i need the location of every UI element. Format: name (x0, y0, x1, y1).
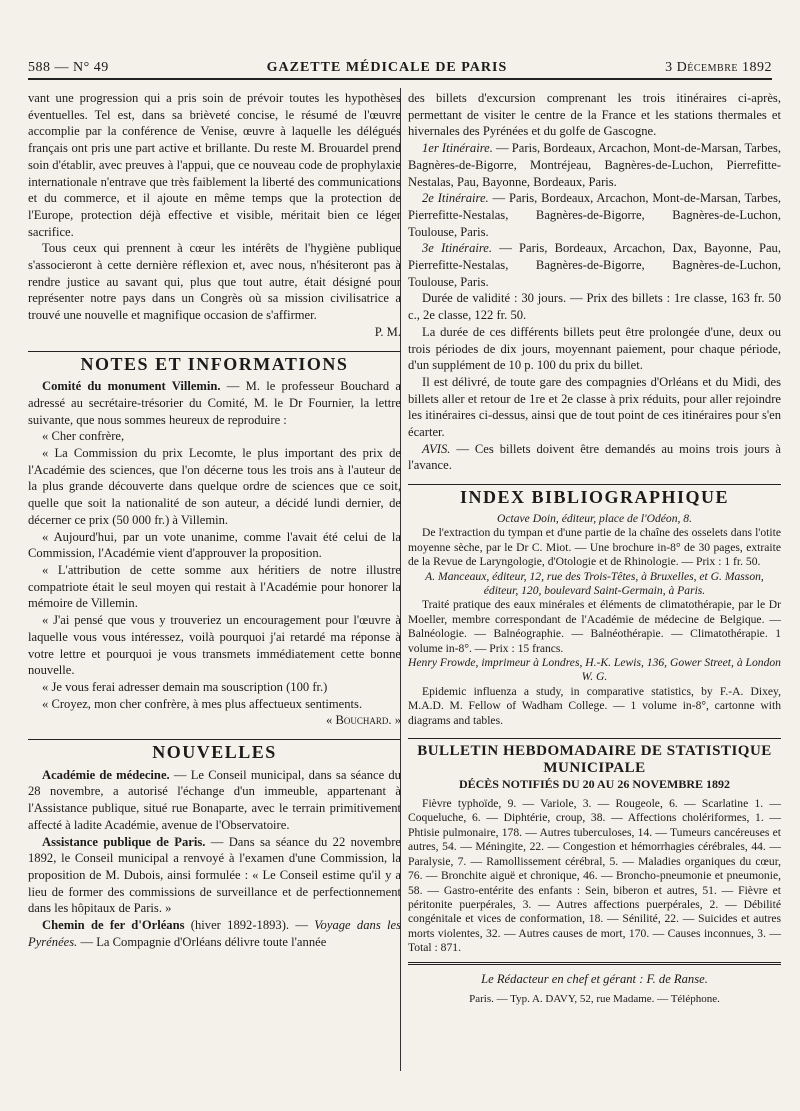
mortality-statistics: Fièvre typhoïde, 9. — Variole, 3. — Rougeole, 6. — Scarlatine 1. — Coqueluche, 6. — Diphtérie, croup, 38. — Affections cholériformes, 1. — Phtisie pulmonaire, 178. — Autres tuberculoses, 14. — Tumeurs cancéreuses et autres, 54. — Méningite, 22. — Congestion et hémorrhagies cérébrales, 44. — Paralysie, 7. — Ramollissement cérébral, 5. — Maladies organiques du cœur, 76. — Bronchite aiguë et chronique, 46. — Broncho-pneumonie et pneumonie, 58. — Gastro-entérite des enfants : Sein, biberon et autres, 51. — Fièvre et péritonite puerpérales, 3. — Autres affections puerpérales, 2. — Débilité congénitale et vices de conformation, 18. — Sénilité, 22. — Suicides et autres morts violentes, 32. — Autres causes de mort, 170. — Causes inconnues, 3. — Total : 871. (408, 797, 781, 955)
printer-imprint: Paris. — Typ. A. DAVY, 52, rue Madame. — Téléphone. (469, 993, 720, 1006)
chemin-heading: Chemin de fer d'Orléans (42, 918, 185, 933)
academie-text: — Le Conseil municipal, dans sa séance du 28 novembre, a autorisé l'échange d'un immeuble, appartenant à l'Assistance publique, situé rue Bonaparte, avec le terrain primitivement affecté à ladite Académie, avenue de l'Observatoire. (28, 767, 401, 832)
bulletin-title: BULLETIN HEBDOMADAIRE DE STATISTIQUE MUNICIPALE (417, 742, 772, 776)
prolongation-text: La durée de ces différents billets peut être prolongée d'une, deux ou trois périodes de dix jours, moyennant paiement, pour chaque période, d'un supplément de 10 p. 100 du prix du billet. (408, 324, 781, 373)
nouvelles-section-title: NOUVELLES (152, 742, 277, 763)
section-rule (408, 484, 781, 485)
editor-line: Le Rédacteur en chef et gérant : F. de Ranse. (481, 971, 708, 986)
bibliography-entry: De l'extraction du tympan et d'une partie de la chaîne des osselets dans l'otite moyenne sèche, par le Dr C. Miot. — Une brochure in-8° de 30 pages, extraite de la Revue de Laryngologie, d'Otologie et de Rhinologie. — Prix : 1 fr. 50. (408, 526, 781, 569)
itinerary-3-label: 3e Itinéraire. (422, 241, 493, 256)
section-rule (408, 738, 781, 739)
letter-signature: « Bouchard. » (326, 713, 401, 728)
letter-paragraph: « Cher confrère, (42, 429, 125, 444)
deaths-heading: DÉCÈS NOTIFIÉS DU 20 AU 26 NOVEMBRE 1892 (458, 777, 731, 792)
publisher-manceaux: A. Manceaux, éditeur, 12, rue des Trois-Têtes, à Bruxelles, et G. Masson, éditeur, 120, boulevard Saint-Germain, à Paris. (425, 569, 764, 597)
letter-paragraph: « Aujourd'hui, par un vote unanime, comme l'avait été celui de la Commission, l'Académie vient d'approuver la proposition. (28, 529, 401, 561)
right-column (408, 90, 781, 1008)
header-rule (28, 78, 772, 80)
article-signature: P. M. (374, 324, 401, 339)
chemin-text-end: — La Compagnie d'Orléans délivre toute l'année (77, 934, 327, 949)
left-column (28, 90, 401, 950)
publisher-frowde: Henry Frowde, imprimeur à Londres, H.-K. Lewis, 136, Gower Street, à London W. G. (408, 655, 781, 684)
chemin-text: (hiver 1892-1893). — (184, 918, 315, 933)
section-rule (28, 351, 401, 352)
bibliography-entry: Epidemic influenza a study, in comparative statistics, by F.-A. Dixey, M.A.D. M. Fellow of Wadham College. — 1 volume in-8°, cartonne with diagrams and tables. (408, 684, 781, 727)
page-header (28, 52, 772, 76)
letter-paragraph: « J'ai pensé que vous y trouveriez un encouragement pour l'œuvre à laquelle vous vous intéressez, voilà pourquoi j'ai retardé ma réponse à votre lettre et pourquoi je vous transmets immédiatement cette bonne nouvelle. (28, 613, 401, 678)
itinerary-2-text: — Paris, Bordeaux, Arcachon, Mont-de-Marsan, Tarbes, Pierrefitte-Nestalas, Bagnères-de-Bigorre, Bagnères-de-Luchon, Toulouse, Paris. (408, 191, 781, 239)
letter-paragraph: « Je vous ferai adresser demain ma souscription (100 fr.) (42, 679, 328, 694)
validity-text: Durée de validité : 30 jours. — Prix des billets : 1re classe, 163 fr. 50 c., 2e classe, 122 fr. 50. (408, 291, 781, 323)
journal-title: GAZETTE MÉDICALE DE PARIS (266, 60, 508, 75)
index-section-title: INDEX BIBLIOGRAPHIQUE (459, 487, 730, 508)
villemin-intro: — M. le professeur Bouchard a adressé au secrétaire-trésorier du Comité, M. le Dr Fournier, la lettre suivante, que nous sommes heureux de reproduire : (28, 379, 401, 427)
page-number: 588 — N° 49 (28, 60, 109, 75)
itinerary-2-label: 2e Itinéraire. (422, 191, 489, 206)
villemin-heading: Comité du monument Villemin. (42, 379, 221, 394)
itinerary-1-label: 1er Itinéraire. (422, 141, 493, 156)
publisher-doin: Octave Doin, éditeur, place de l'Odéon, 8. (496, 511, 692, 525)
letter-paragraph: « La Commission du prix Lecomte, le plus important des prix de l'Académie des sciences, que l'on décerne tous les trois ans à l'auteur de la plus grande découverte dans quelque ordre de sciences que ce soit, quelle que soit la nationalité de son auteur, a décidé lundi dernier, de décerner ce prix (50 000 fr.) à Villemin. (28, 446, 401, 527)
excursion-intro: des billets d'excursion comprenant les trois itinéraires ci-après, permettant de visiter le centre de la France et les stations thermales et hivernales des Pyrénées et du golfe de Gascogne. (408, 91, 781, 139)
letter-paragraph: « Croyez, mon cher confrère, à mes plus affectueux sentiments. (42, 696, 363, 711)
footer-rule (408, 962, 781, 965)
itinerary-1-text: — Paris, Bordeaux, Arcachon, Mont-de-Marsan, Tarbes, Bagnères-de-Bigorre, Montréjeau, Bagnères-de-Luchon, Pierrefitte-Nestalas, Pau, Bayonne, Bordeaux, Paris. (408, 141, 782, 189)
avis-text: — Ces billets doivent être demandés au moins trois jours à l'avance. (408, 441, 781, 473)
assistance-heading: Assistance publique de Paris. (42, 834, 206, 849)
notes-section-title: NOTES ET INFORMATIONS (80, 353, 349, 374)
article-conclusion: Tous ceux qui prennent à cœur les intérêts de l'hygiène publique s'associeront à cette dernière réflexion et, avec nous, n'hésiteront pas à rendre justice au savant qui, plus que tout autre, était désigné pour représenter notre pays dans un Congrès où sa mission civilisatrice a trouvé une nouvelle et magnifique occasion de s'affirmer. (28, 241, 401, 323)
letter-paragraph: « L'attribution de cette somme aux héritiers de notre illustre compatriote était le seul moyen qui restait à l'Académie pour honorer la mémoire de Villemin. (28, 562, 401, 611)
delivery-text: Il est délivré, de toute gare des compagnies d'Orléans et du Midi, des billets aller et retour de 1re et 2e classe à prix réduits, pour aller rejoindre les itinéraires ci-dessus, ainsi que de tout point de ces itinéraires pour s'en écarter. (408, 374, 781, 440)
avis-label: AVIS. (422, 441, 451, 456)
assistance-text: — Dans sa séance du 22 novembre 1892, le Conseil municipal a renvoyé à l'examen d'une Commission, la proposition de M. Dubois, ainsi formulée : « Le Conseil estime qu'il y a lieu de former des commissions de surveillance et de perfectionnement dans les hôpitaux de Paris. » (28, 834, 401, 916)
article-continuation: vant une progression qui a pris soin de prévoir toutes les hypothèses éventuelles. Tel est, dans sa brièveté concise, le résumé de l'œuvre accomplie par la conférence de Venise, œuvre à laquelle les délégués français ont pris une part active et brillante. Du reste M. Brouardel prend soin d'établir, avec preuves à l'appui, que ce nouveau code de prophylaxie internationale n'entrave que très faiblement la liberté des communications et du commerce, et il ajoute en même temps que la protection de l'Europe, protection déjà effective et visible, méritait bien ce léger sacrifice. (28, 91, 401, 239)
chemin-italic: Voyage dans les Pyrénées. (28, 918, 402, 949)
academie-heading: Académie de médecine. (42, 767, 170, 782)
bibliography-entry: Traité pratique des eaux minérales et éléments de climatothérapie, par le Dr Moeller, membre correspondant de l'Académie de médecine de Belgique. — Balnéologie. — Balnéographie. — Balnéothérapie. — Climatothérapie. 1 volume in-8°. — Prix : 15 francs. (408, 598, 781, 655)
issue-date: 3 Décembre 1892 (665, 60, 772, 75)
section-rule (28, 739, 401, 740)
itinerary-3-text: — Paris, Bordeaux, Arcachon, Dax, Bayonne, Pau, Pierrefitte-Nestalas, Bagnères-de-Bigorre, Bagnères-de-Luchon, Toulouse, Paris. (408, 241, 781, 289)
